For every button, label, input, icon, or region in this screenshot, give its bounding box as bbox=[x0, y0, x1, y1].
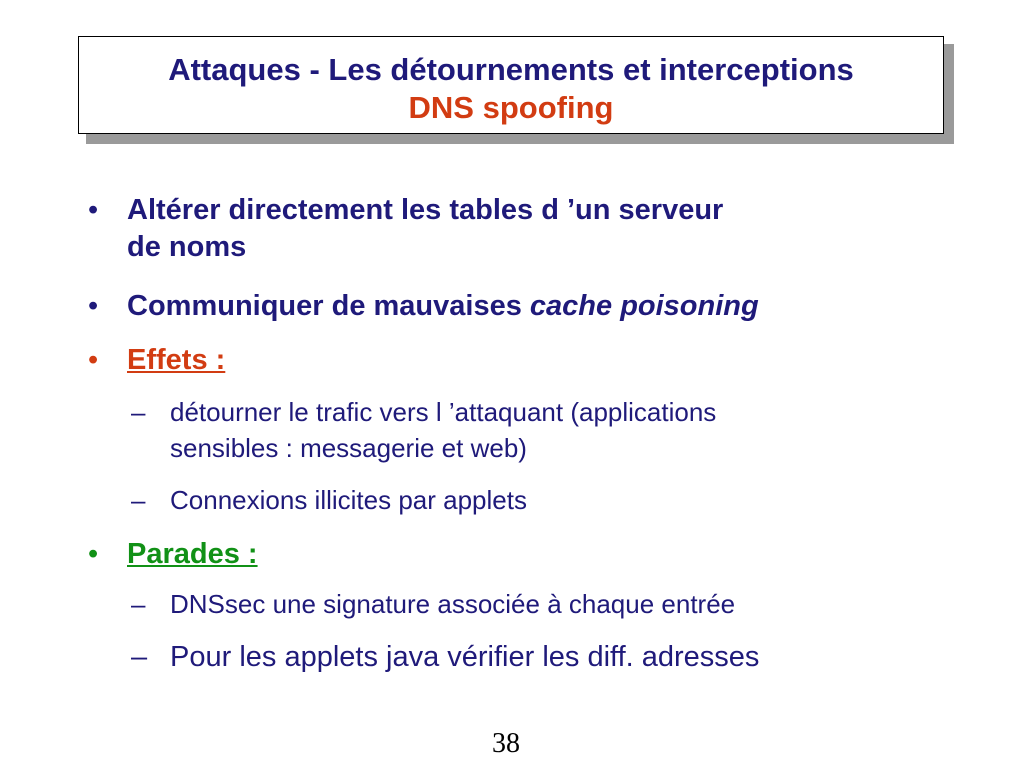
subitem-text-line1: détourner le trafic vers l ’attaquant (applications bbox=[170, 397, 717, 427]
dash-marker: – bbox=[131, 589, 146, 619]
dash-marker: – bbox=[131, 397, 146, 427]
subitem-text: Pour les applets java vérifier les diff. adresses bbox=[170, 641, 760, 673]
subitem-text-line2: sensibles : messagerie et web) bbox=[170, 433, 527, 463]
dash-marker: – bbox=[131, 641, 148, 673]
bullet-marker: • bbox=[88, 290, 99, 322]
bullet-text bbox=[127, 192, 947, 266]
bullet-text bbox=[127, 288, 947, 325]
bullet-marker: • bbox=[88, 538, 99, 570]
page-number: 38 bbox=[492, 728, 520, 759]
title-subtitle: DNS spoofing bbox=[408, 90, 614, 125]
bullet-marker: • bbox=[88, 344, 99, 376]
bullet-text-line2: de noms bbox=[127, 231, 247, 263]
bullet-text-normal: Communiquer de mauvaises bbox=[127, 290, 530, 322]
effets-heading: Effets : bbox=[127, 344, 226, 376]
title-main: Attaques - Les détournements et interceptions bbox=[168, 52, 854, 87]
subitem-text: DNSsec une signature associée à chaque entrée bbox=[170, 589, 736, 619]
dash-marker: – bbox=[131, 485, 146, 515]
bullet-marker: • bbox=[88, 194, 99, 226]
parades-heading: Parades : bbox=[127, 538, 258, 570]
subitem-text: Connexions illicites par applets bbox=[170, 485, 527, 515]
bullet-text-italic: cache poisoning bbox=[529, 290, 759, 322]
bullet-text-line1: Altérer directement les tables d ’un serveur bbox=[127, 194, 724, 226]
subitem-text bbox=[170, 394, 930, 466]
